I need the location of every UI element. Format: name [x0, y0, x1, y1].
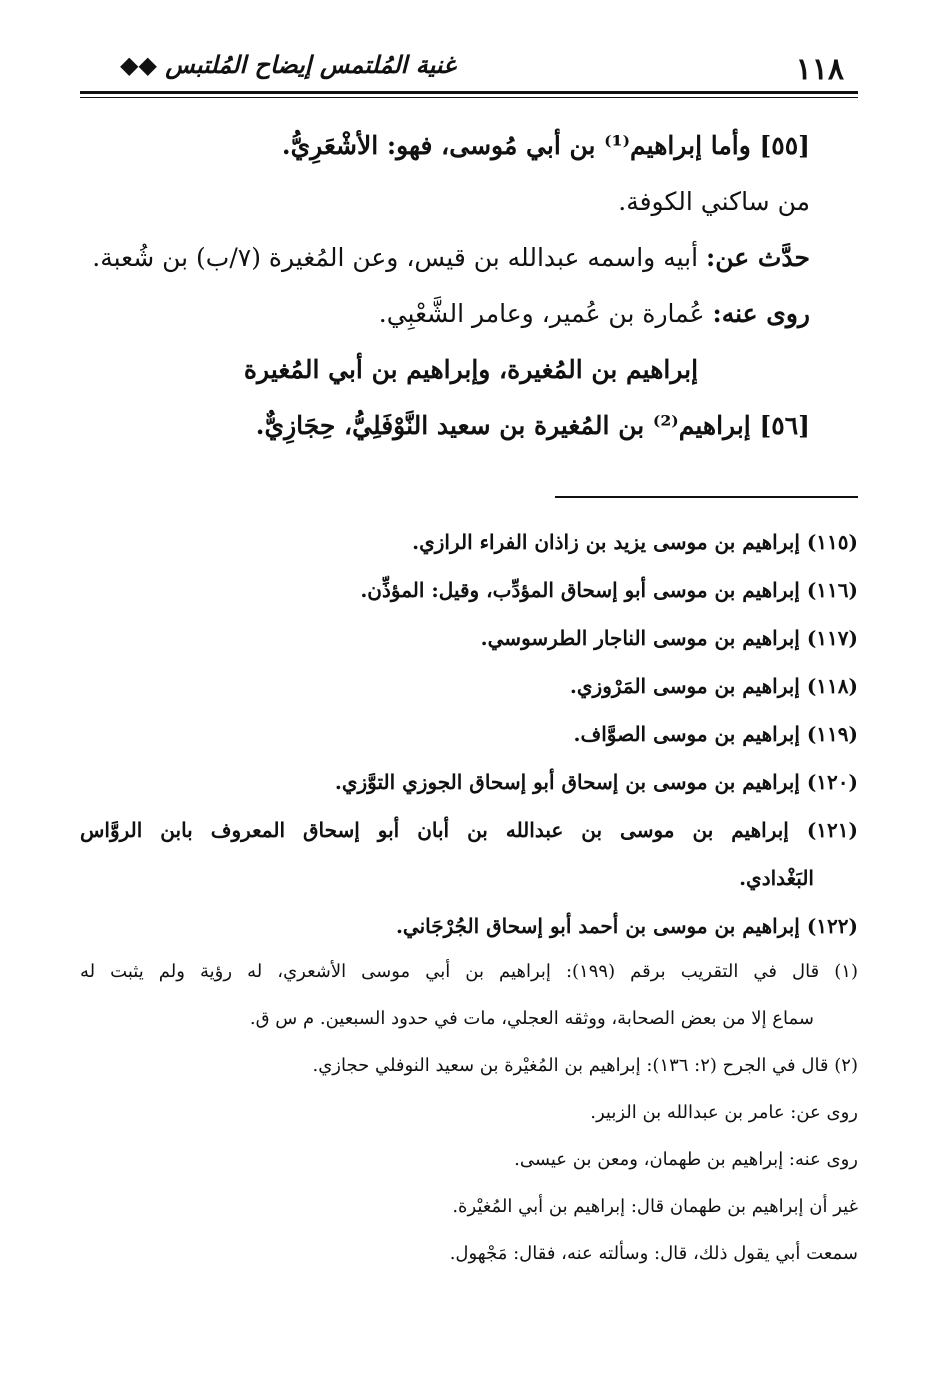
footnote-2: (٢) قال في الجرح (٢: ١٣٦): إبراهيم بن المُغيْرة بن سعيد النوفلي حجازي.	[312, 1055, 858, 1076]
numbered-notes	[80, 518, 858, 950]
running-title: غنية المُلتمس إيضاح المُلتبس ◆◆	[120, 50, 456, 79]
footnote-2-line: روى عن: عامر بن عبدالله بن الزبير.	[590, 1102, 858, 1123]
teachers-text: أبيه واسمه عبدالله بن قيس، وعن المُغيرة (٧/ب) بن شُعبة.	[92, 243, 699, 272]
note-item: (١١٨) إبراهيم بن موسى المَرْوزي.	[569, 674, 858, 698]
note-item-continuation: البَغْدادي.	[739, 866, 814, 890]
entry-55-residence: من ساكني الكوفة.	[618, 187, 810, 216]
note-item: (١١٥) إبراهيم بن موسى يزيد بن زاذان الفراء الرازي.	[412, 530, 858, 554]
footnote-2-line: سمعت أبي يقول ذلك، قال: وسألته عنه، فقال: مَجْهول.	[449, 1243, 858, 1264]
note-item: (١٢٠) إبراهيم بن موسى بن إسحاق أبو إسحاق الجوزي التوَّزي.	[334, 770, 858, 794]
note-item: (١٢١) إبراهيم بن موسى بن عبدالله بن أبان أبو إسحاق المعروف بابن الروَّاس	[80, 818, 858, 842]
header-rule-thick	[80, 91, 858, 94]
section-heading: إبراهيم بن المُغيرة، وإبراهيم بن أبي المُغيرة	[243, 355, 699, 384]
footnotes	[80, 948, 858, 1277]
main-text	[92, 118, 810, 454]
note-item: (١١٧) إبراهيم بن موسى الناجار الطرسوسي.	[480, 626, 858, 650]
note-item: (١١٩) إبراهيم بن موسى الصوَّاف.	[573, 722, 858, 746]
footnote-1: (١) قال في التقريب برقم (١٩٩): إبراهيم بن أبي موسى الأشعري، له رؤية ولم يثبت له	[80, 961, 858, 982]
page-header	[80, 48, 858, 88]
entry-55-teachers	[92, 230, 810, 286]
entry-55-heading: [٥٥] وأما إبراهيم⁽¹⁾ بن أبي مُوسى، فهو: الأشْعَرِيُّ.	[281, 131, 810, 160]
note-item: (١١٦) إبراهيم بن موسى أبو إسحاق المؤدِّب، وقيل: المؤذِّن.	[360, 578, 858, 602]
label-haddath: حدَّث عن:	[706, 243, 810, 272]
label-rawa: روى عنه:	[712, 299, 810, 328]
footnote-2-line: غير أن إبراهيم بن طهمان قال: إبراهيم بن أبي المُغيْرة.	[452, 1196, 858, 1217]
students-text: عُمارة بن عُمير، وعامر الشَّعْبِي.	[378, 299, 705, 328]
entry-56-heading: [٥٦] إبراهيم⁽²⁾ بن المُغيرة بن سعيد النَّوْفَلِيُّ، حِجَازِيٌّ.	[255, 411, 810, 440]
header-rule-thin	[80, 97, 858, 98]
note-item: (١٢٢) إبراهيم بن موسى بن أحمد أبو إسحاق الجُرْجَاني.	[395, 914, 858, 938]
entry-55-students	[92, 286, 810, 342]
footnote-2-line: روى عنه: إبراهيم بن طهمان، ومعن بن عيسى.	[514, 1149, 858, 1170]
footnote-separator	[555, 496, 858, 498]
page-number: ١١٨	[795, 52, 844, 87]
footnote-1-continuation: سماع إلا من بعض الصحابة، ووثقه العجلي، مات في حدود السبعين. م س ق.	[249, 1008, 814, 1029]
